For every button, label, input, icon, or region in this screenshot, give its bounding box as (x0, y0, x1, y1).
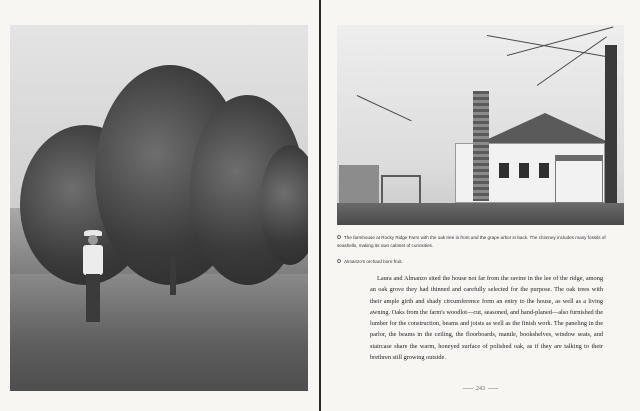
page-number-text: 243 (476, 386, 485, 392)
right-page (321, 0, 640, 411)
photo-ground (337, 203, 624, 225)
farmhouse (455, 103, 605, 203)
orchard-photo (10, 25, 308, 391)
barn (339, 165, 379, 203)
tree-trunk (170, 255, 176, 295)
man-figure (80, 230, 106, 325)
farmhouse-photo (337, 25, 624, 225)
grape-arbor (381, 175, 421, 203)
caption-farmhouse-text: The farmhouse at Rocky Ridge Farm with the oak tree in front and the grape arbor in back. The chimney includes many fossils of seashells, making its own cabinet of curiosities. (337, 235, 606, 248)
stone-chimney (473, 91, 489, 201)
page-number (321, 386, 640, 392)
oak-tree (605, 45, 617, 215)
left-page (0, 0, 319, 411)
caption-orchard (337, 258, 624, 266)
body-paragraph: Laura and Almanzo sited the house not far from the ravine in the lee of the ridge, among an oak grove they had thinned and carefully selected for the purpose. The oak trees with their ample girth and shady circumference form an entry to the house, as well as a living awning. Oaks from the farm's woodlot—cut, seasoned, and hand-planed—also furnished the lumber for the construction, beams and joists as well as the finish work. The paneling in the parlor, the beams in the ceiling, the floorboards, mantle, bookshelves, window seats, and staircase share the warm, honeyed surface of polished oak, as if they are talking to their brethren still growing outside. (370, 275, 603, 362)
caption-bullet-icon (337, 259, 341, 263)
caption-orchard-text: Almanzo's orchard bore fruit. (344, 259, 403, 264)
caption-farmhouse (337, 234, 624, 249)
photo-grass (10, 274, 308, 391)
caption-bullet-icon (337, 235, 341, 239)
